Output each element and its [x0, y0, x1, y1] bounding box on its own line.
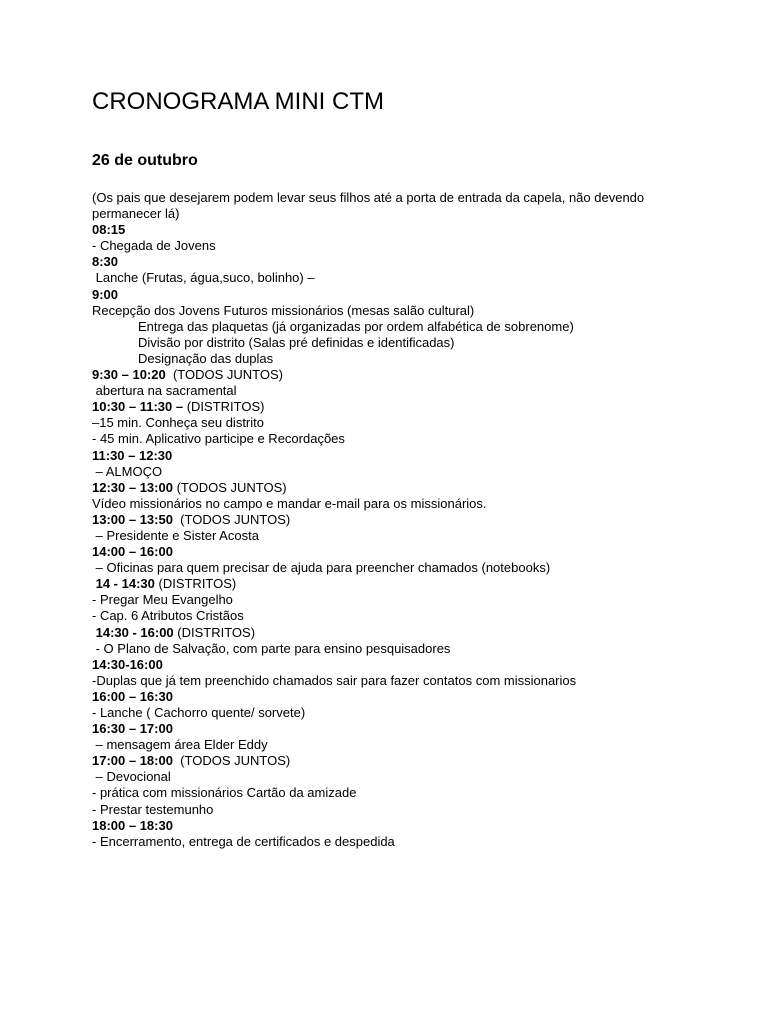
line-text: - Prestar testemunho — [92, 801, 214, 817]
schedule-text-line — [92, 592, 692, 608]
schedule-time-line — [92, 576, 692, 592]
line-text: – ALMOÇO — [92, 463, 163, 479]
line-text: - Pregar Meu Evangelho — [92, 592, 233, 608]
time-range: 9:00 — [92, 286, 119, 302]
line-text: permanecer lá) — [92, 206, 180, 222]
schedule-text-line — [92, 270, 692, 286]
schedule-time-line — [92, 512, 692, 528]
time-range: 14:00 – 16:00 — [92, 544, 173, 560]
schedule-time-line — [92, 367, 692, 383]
schedule-text-line — [92, 528, 692, 544]
time-range: 17:00 – 18:00 — [92, 753, 173, 769]
line-text: Entrega das plaquetas (já organizadas por ordem alfabética de sobrenome) — [138, 318, 574, 334]
group-note: (TODOS JUNTOS) — [172, 753, 291, 769]
line-text: Recepção dos Jovens Futuros missionários (mesas salão cultural) — [92, 302, 475, 318]
schedule-text-line — [92, 335, 692, 351]
time-range: 16:00 – 16:30 — [92, 688, 173, 704]
time-range: 11:30 – 12:30 — [92, 447, 173, 463]
schedule-text-line — [92, 785, 692, 801]
schedule-date: 26 de outubro — [92, 152, 198, 169]
group-note: (DISTRITOS) — [154, 576, 237, 592]
time-range: 16:30 – 17:00 — [92, 721, 173, 737]
line-text: Designação das duplas — [138, 350, 274, 366]
line-text: -Duplas que já tem preenchido chamados sair para fazer contatos com missionarios — [92, 672, 577, 688]
schedule-time-line — [92, 287, 692, 303]
schedule-text-line — [92, 351, 692, 367]
group-note: (TODOS JUNTOS) — [172, 479, 287, 495]
time-range: 13:00 – 13:50 — [92, 511, 173, 527]
line-text: - Encerramento, entrega de certificados e despedida — [92, 833, 395, 849]
schedule-text-line — [92, 673, 692, 689]
line-text: Vídeo missionários no campo e mandar e-mail para os missionários. — [92, 495, 487, 511]
schedule-text-line — [92, 190, 692, 206]
schedule-time-line — [92, 721, 692, 737]
time-range: 9:30 – 10:20 — [92, 367, 166, 383]
group-note: (TODOS JUNTOS) — [172, 511, 291, 527]
line-text: - Cap. 6 Atributos Cristãos — [92, 608, 244, 624]
schedule-time-line — [92, 399, 692, 415]
group-note: (TODOS JUNTOS) — [165, 367, 283, 383]
schedule-time-line — [92, 544, 692, 560]
line-text: - Lanche ( Cachorro quente/ sorvete) — [92, 705, 306, 720]
schedule-text-line — [92, 496, 692, 512]
schedule-text-line — [92, 238, 692, 254]
time-range: 14:30 - 16:00 — [92, 624, 174, 640]
line-text: (Os pais que desejarem podem levar seus filhos até a porta de entrada da capela, não devendo — [92, 190, 645, 205]
line-text: - Chegada de Jovens — [92, 238, 216, 254]
line-text: - 45 min. Aplicativo participe e Recordações — [92, 431, 345, 447]
line-text: Divisão por distrito (Salas pré definidas e identificadas) — [138, 334, 455, 350]
time-range: 14 - 14:30 — [92, 576, 155, 592]
line-text: – Presidente e Sister Acosta — [92, 527, 259, 543]
line-text: – Devocional — [92, 769, 171, 785]
schedule-text-line — [92, 802, 692, 818]
schedule-text-line — [92, 319, 692, 335]
time-range: 8:30 — [92, 254, 119, 270]
line-text: - prática com missionários Cartão da amizade — [92, 785, 357, 801]
schedule-text-line — [92, 834, 692, 850]
schedule-time-line — [92, 448, 692, 464]
schedule-text-line — [92, 641, 692, 657]
schedule-time-line — [92, 657, 692, 673]
schedule-text-line — [92, 705, 692, 721]
schedule-time-line — [92, 222, 692, 238]
schedule-text-line — [92, 608, 692, 624]
time-range: 10:30 – 11:30 – — [92, 399, 184, 415]
schedule-time-line — [92, 254, 692, 270]
schedule-text-line — [92, 206, 692, 222]
schedule-text-line — [92, 431, 692, 447]
schedule-time-line — [92, 480, 692, 496]
document-title: CRONOGRAMA MINI CTM — [92, 88, 384, 115]
schedule-text-line — [92, 415, 692, 431]
line-text: - O Plano de Salvação, com parte para ensino pesquisadores — [92, 640, 451, 656]
line-text: abertura na sacramental — [92, 383, 237, 399]
group-note: (DISTRITOS) — [183, 399, 265, 415]
time-range: 14:30-16:00 — [92, 656, 163, 672]
line-text: Lanche (Frutas, água,suco, bolinho) – — [92, 270, 315, 286]
schedule-time-line — [92, 818, 692, 834]
time-range: 12:30 – 13:00 — [92, 479, 173, 495]
schedule-text-line — [92, 769, 692, 785]
schedule-time-line — [92, 753, 692, 769]
line-text: – mensagem área Elder Eddy — [92, 737, 268, 753]
schedule-text-line — [92, 737, 692, 753]
schedule-time-line — [92, 689, 692, 705]
schedule-text-line — [92, 383, 692, 399]
line-text: – Oficinas para quem precisar de ajuda para preencher chamados (notebooks) — [92, 560, 551, 576]
schedule-time-line — [92, 625, 692, 641]
schedule-text-line — [92, 560, 692, 576]
group-note: (DISTRITOS) — [173, 624, 256, 640]
schedule-text-line — [92, 464, 692, 480]
schedule-lines — [92, 190, 692, 850]
schedule-text-line — [92, 303, 692, 319]
time-range: 18:00 – 18:30 — [92, 817, 173, 833]
line-text: –15 min. Conheça seu distrito — [92, 415, 264, 431]
time-range: 08:15 — [92, 222, 126, 238]
